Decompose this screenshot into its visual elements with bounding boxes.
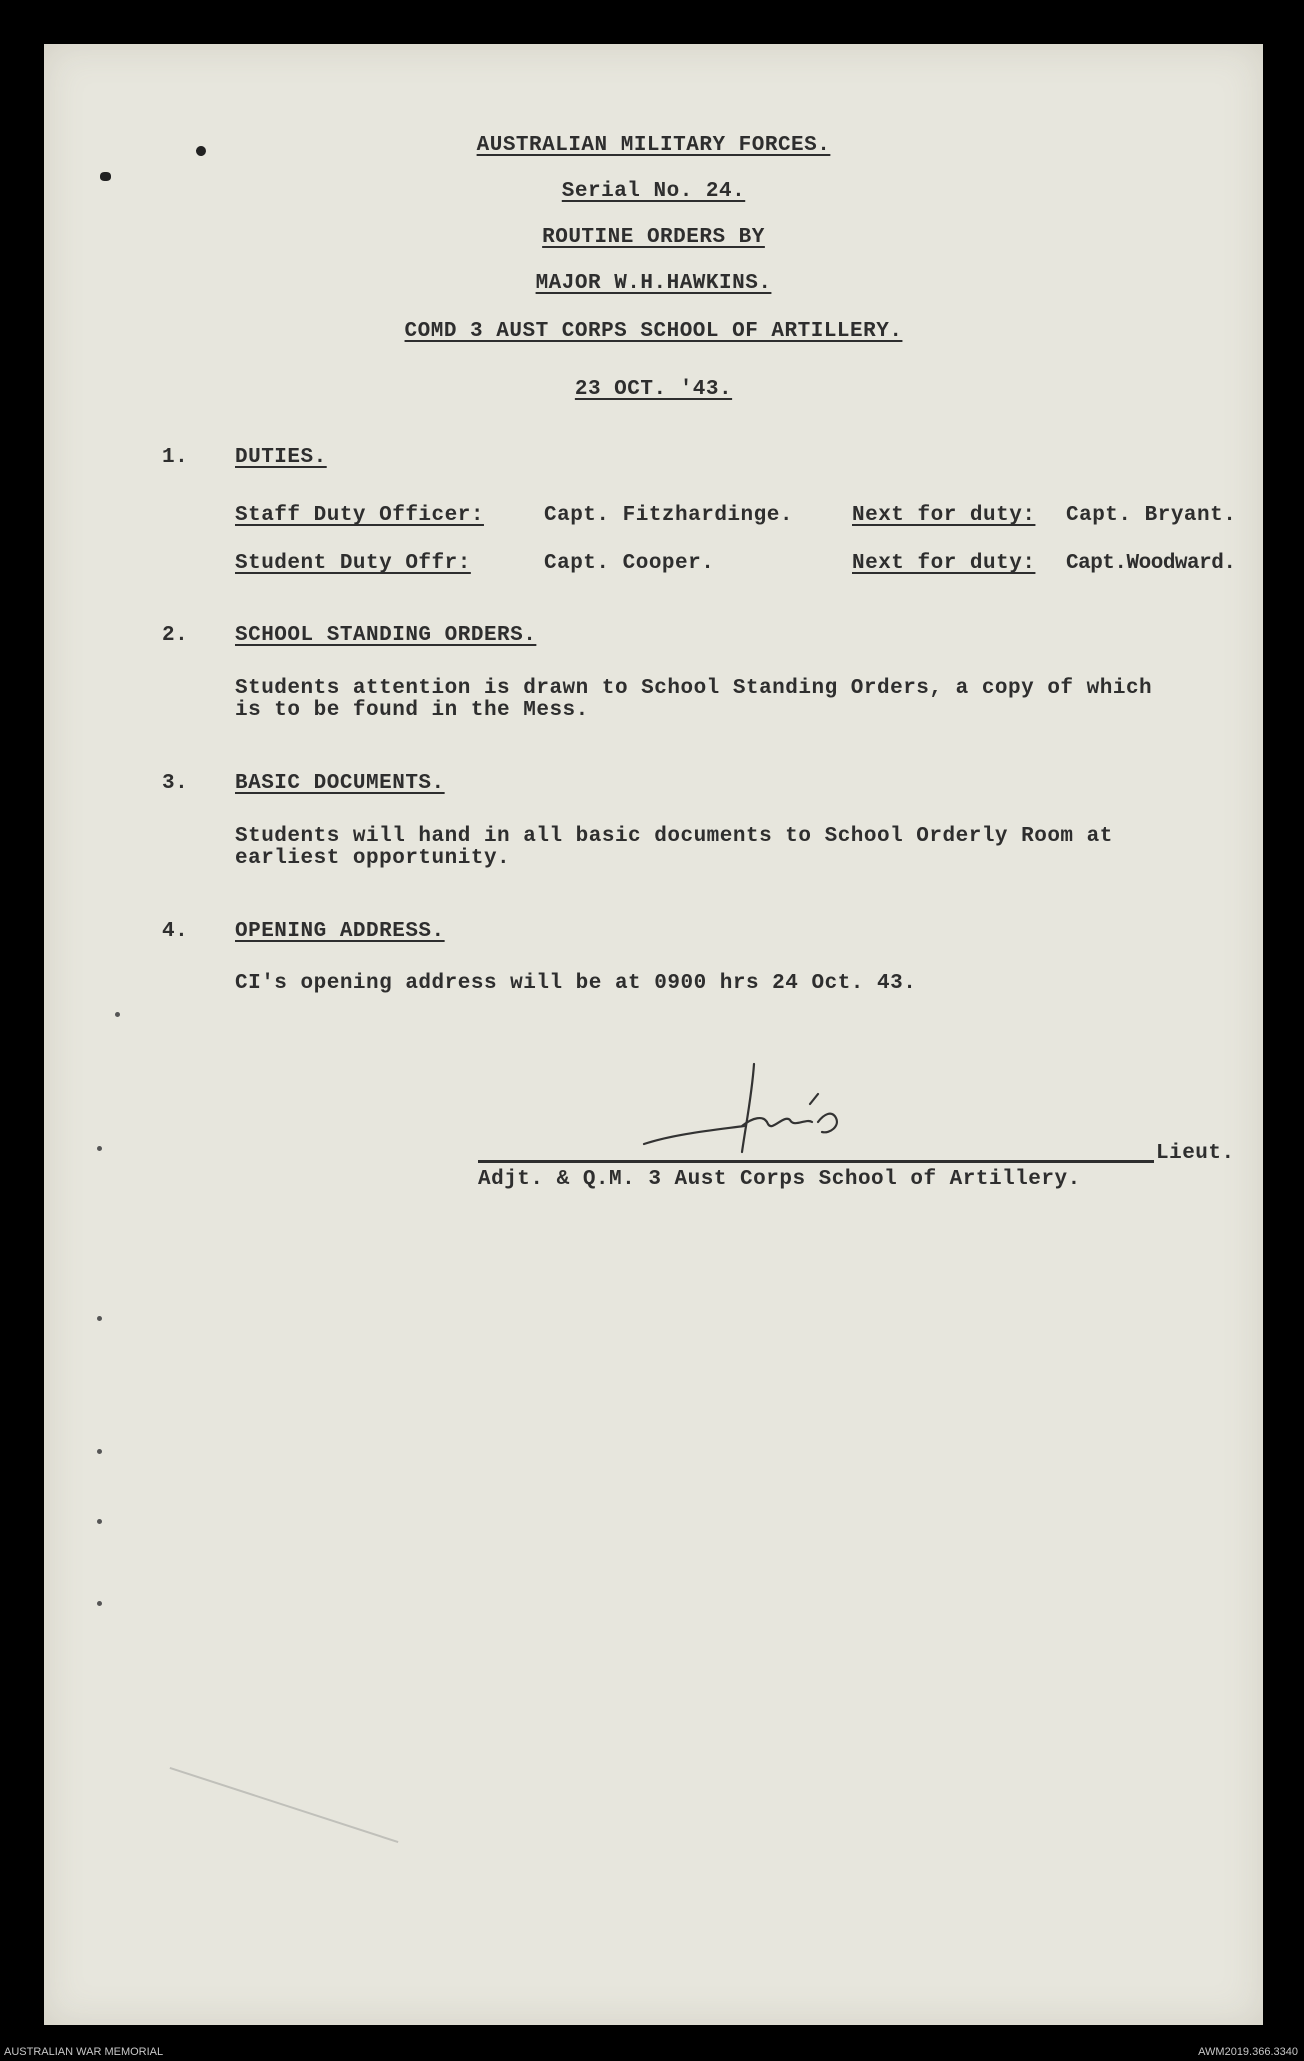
header-line-5: COMD 3 AUST CORPS SCHOOL OF ARTILLERY.: [404, 320, 903, 343]
binding-hole: [97, 1449, 102, 1454]
document-page: [44, 44, 1263, 2025]
item-number: 2.: [162, 624, 189, 647]
header-line-2: Serial No. 24.: [561, 180, 746, 203]
footer-right: AWM2019.366.3340: [1198, 2046, 1298, 2058]
duty-label: Student Duty Offr:: [235, 552, 471, 575]
item-number: 1.: [162, 446, 189, 469]
paper-smudge: [170, 1767, 399, 1843]
item-heading: BASIC DOCUMENTS.: [235, 772, 445, 795]
binding-hole: [97, 1316, 102, 1321]
next-duty-name: Capt. Bryant.: [1066, 504, 1237, 527]
next-duty-name: Capt.Woodward.: [1066, 552, 1236, 575]
header-line-3: ROUTINE ORDERS BY: [542, 226, 765, 249]
duty-name: Capt. Fitzhardinge.: [544, 504, 793, 527]
signatory-rank: Lieut.: [1156, 1142, 1235, 1165]
item-text: Students attention is drawn to School Standing Orders, a copy of which is to be found in the Mess.: [235, 677, 1153, 722]
duty-label: Staff Duty Officer:: [235, 504, 484, 527]
item-text: Students will hand in all basic documents to School Orderly Room at earliest opportunity.: [235, 825, 1113, 870]
next-duty-label: Next for duty:: [852, 552, 1036, 575]
item-heading: OPENING ADDRESS.: [235, 920, 445, 943]
handwritten-signature: [634, 1034, 894, 1164]
item-heading: SCHOOL STANDING ORDERS.: [235, 624, 537, 647]
binding-hole: [97, 1146, 102, 1151]
duty-name: Capt. Cooper.: [544, 552, 715, 575]
next-duty-label: Next for duty:: [852, 504, 1036, 527]
footer-left: AUSTRALIAN WAR MEMORIAL: [4, 2046, 164, 2058]
signatory-title: Adjt. & Q.M. 3 Aust Corps School of Artillery.: [478, 1168, 1081, 1191]
header-line-6: 23 OCT. '43.: [574, 378, 733, 401]
item-text: CI's opening address will be at 0900 hrs 24 Oct. 43.: [235, 972, 917, 995]
item-number: 4.: [162, 920, 189, 943]
binding-hole: [115, 1012, 120, 1017]
header-line-4: MAJOR W.H.HAWKINS.: [535, 272, 772, 295]
binding-hole: [97, 1519, 102, 1524]
item-number: 3.: [162, 772, 189, 795]
header-line-1: AUSTRALIAN MILITARY FORCES.: [476, 134, 831, 157]
binding-hole: [97, 1601, 102, 1606]
signature-line: [478, 1160, 1154, 1163]
item-heading: DUTIES.: [235, 446, 327, 469]
